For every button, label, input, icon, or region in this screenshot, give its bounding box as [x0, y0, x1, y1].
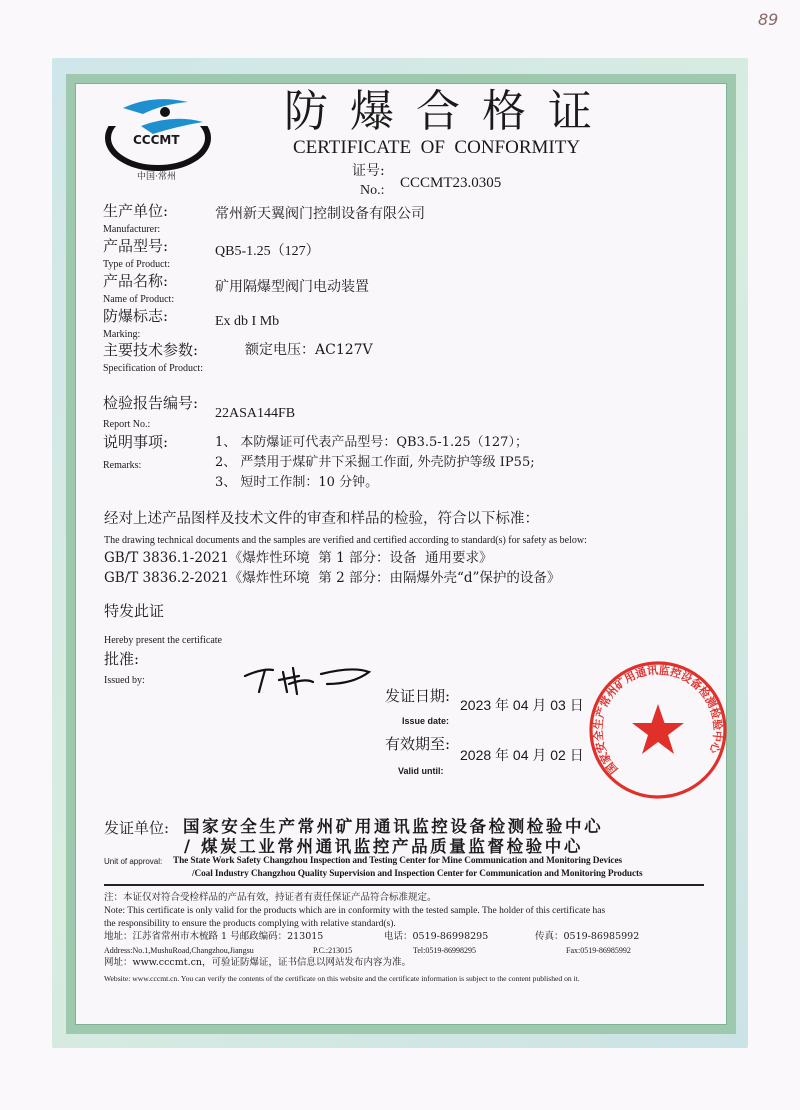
issue-date-label-en: Issue date: — [402, 716, 450, 726]
approval-line2-cn: / 煤炭工业常州通讯监控产品质量监督检验中心 — [184, 837, 583, 856]
note-en-1: Note: This certificate is only valid for the products which are in conformity with the tested sample. The holder of this certificate has — [104, 906, 606, 916]
tel-en: Tel:0519-86998295 — [413, 946, 476, 955]
standards-intro-cn: 经对上述产品图样及技术文件的审查和样品的检验，符合以下标准： — [104, 511, 539, 527]
cccmt-logo-icon — [103, 92, 213, 172]
issue-date-label-cn: 发证日期: — [385, 687, 451, 705]
stamp-text: 国家安全生产常州矿用通讯监控设备检测检验中心 — [592, 664, 724, 776]
approval-line1-cn: 国家安全生产常州矿用通讯监控设备检测检验中心 — [183, 817, 604, 836]
remark-item: 3、 短时工作制：10 分钟。 — [215, 475, 379, 490]
label-en: Manufacturer: — [103, 224, 161, 235]
address-en: Address:No.1,MushuRoad,Changzhou,Jiangsu — [104, 946, 254, 955]
approval-line1-en: The State Work Safety Changzhou Inspection and Testing Center for Mine Communication and Monitoring Devices — [173, 856, 623, 866]
pc-en: P.C.:213015 — [313, 946, 353, 955]
issued-label-cn: 批准: — [104, 650, 140, 668]
cert-no-value: CCCMT23.0305 — [400, 175, 502, 191]
title-en: CERTIFICATE OF CONFORMITY — [293, 137, 581, 158]
valid-until-value: 2028 年 04 月 02 日 — [460, 747, 584, 763]
value: Ex db I Mb — [215, 314, 280, 329]
value: 额定电压：AC127V — [245, 342, 373, 358]
value: 矿用隔爆型阀门电动装置 — [215, 279, 369, 295]
label-en: Type of Product: — [103, 259, 171, 270]
cert-no-label-cn: 证号: — [352, 163, 385, 179]
approval-line2-en: /Coal Industry Changzhou Quality Supervision and Inspection Center for Communication and Monitoring Products — [192, 869, 643, 879]
issue-date-value: 2023 年 04 月 03 日 — [460, 697, 584, 713]
tel-cn: 电话：0519-86998295 — [384, 931, 489, 942]
remark-item: 1、 本防爆证可代表产品型号：QB3.5-1.25（127）； — [215, 435, 528, 450]
official-stamp — [588, 660, 728, 800]
logo-subtitle: 中国·常州 — [137, 171, 176, 181]
star-icon — [632, 704, 684, 754]
hereby-en: Hereby present the certificate — [104, 635, 222, 646]
note-en-2: the responsibility to ensure the products complying with relative standard(s). — [104, 919, 396, 929]
cert-no-label-en: No.: — [360, 183, 385, 198]
signature-icon — [243, 662, 373, 698]
issued-label-en: Issued by: — [104, 675, 145, 686]
label-en: Report No.: — [103, 419, 151, 430]
fax-en: Fax:0519-86985992 — [566, 946, 631, 955]
divider — [104, 884, 704, 886]
label-cn: 检验报告编号: — [103, 394, 199, 412]
valid-until-label-cn: 有效期至: — [385, 735, 451, 753]
page-number: 89 — [758, 10, 779, 29]
value: 22ASA144FB — [215, 406, 296, 421]
fax-cn: 传真：0519-86985992 — [535, 931, 640, 942]
standards-intro-en: The drawing technical documents and the samples are verified and certified according to standard(s) for safety as below: — [104, 535, 587, 546]
label-cn: 防爆标志: — [103, 307, 169, 325]
standard-item: GB/T 3836.1-2021《爆炸性环境 第 1 部分：设备 通用要求》 — [104, 550, 493, 566]
label-en: Marking: — [103, 329, 141, 340]
address-cn: 地址：江苏省常州市木梳路 1 号邮政编码：213015 — [104, 931, 324, 942]
label-cn: 产品名称: — [103, 272, 169, 290]
note-cn: 注：本证仅对符合受检样品的产品有效，持证者有责任保证产品符合标准规定。 — [104, 892, 437, 903]
label-cn: 说明事项: — [103, 433, 169, 451]
label-cn: 产品型号: — [103, 237, 169, 255]
valid-until-label-en: Valid until: — [398, 766, 444, 776]
website-en: Website: www.cccmt.cn. You can verify the contents of the certificate on this website and the certificate information is subject to the content published on it. — [104, 974, 580, 983]
website-cn: 网址：www.cccmt.cn，可验证防爆证，证书信息以网站发布内容为准。 — [104, 957, 412, 968]
label-cn: 生产单位: — [103, 202, 169, 220]
label-en: Remarks: — [103, 460, 142, 471]
value: QB5-1.25（127） — [215, 244, 320, 259]
logo-text: CCCMT — [133, 133, 180, 147]
approval-label-cn: 发证单位: — [104, 819, 170, 837]
approval-label-en: Unit of approval: — [104, 857, 163, 866]
title-cn: 防 爆 合 格 证 — [284, 86, 596, 137]
label-en: Specification of Product: — [103, 363, 203, 374]
remark-item: 2、 严禁用于煤矿井下采掘工作面, 外壳防护等级 IP55; — [215, 455, 535, 470]
logo — [103, 92, 213, 188]
value: 常州新天翼阀门控制设备有限公司 — [215, 206, 425, 222]
label-en: Name of Product: — [103, 294, 175, 305]
label-cn: 主要技术参数: — [103, 341, 199, 359]
hereby-cn: 特发此证 — [104, 602, 165, 620]
standard-item: GB/T 3836.2-2021《爆炸性环境 第 2 部分：由隔爆外壳“d”保护的设备》 — [104, 570, 561, 586]
